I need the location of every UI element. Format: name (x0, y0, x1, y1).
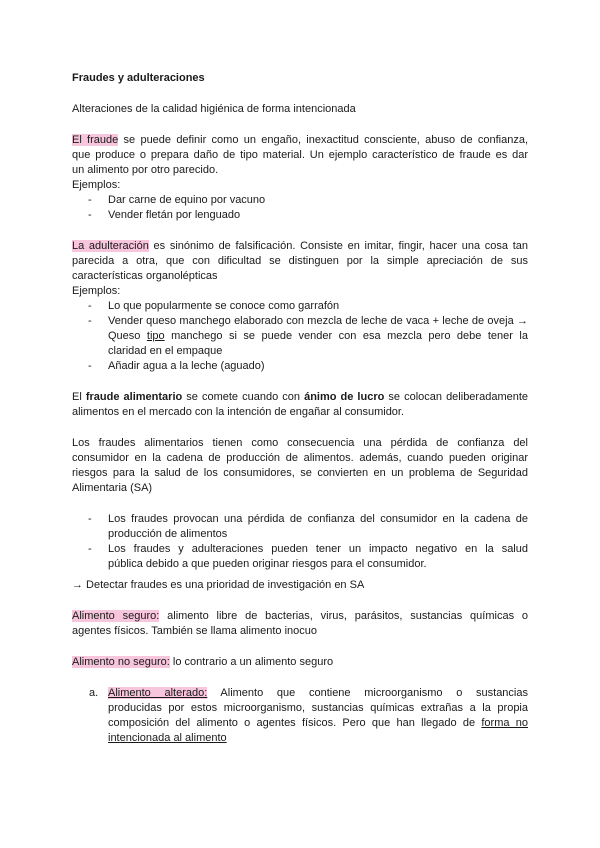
alterado-term: Alimento alterado: (108, 687, 208, 699)
adulteracion-examples-label: Ejemplos: (72, 285, 121, 297)
intencionada-underlined: intencionada al alimento (108, 732, 227, 744)
dash-marker: - (88, 360, 92, 372)
fraude-example-2: Vender fletán por lenguado (108, 209, 241, 221)
fraude-line-2: que produce o prepara daño de tipo material. Un ejemplo característico de fraude es dar (72, 149, 528, 161)
dash-marker: - (88, 300, 92, 312)
dash-marker: - (88, 315, 92, 327)
fraude-example-1: Dar carne de equino por vacuno (108, 194, 266, 206)
consecuencias-line-4: Alimentaria (SA) (72, 482, 153, 494)
doc-title: Fraudes y adulteraciones (72, 72, 205, 84)
bullet-2-line-1: Los fraudes y adulteraciones pueden tener un impacto negativo en la salud (108, 543, 528, 555)
detectar-line: → Detectar fraudes es una prioridad de investigación en SA (72, 579, 365, 591)
seguro-line-1: Alimento seguro: alimento libre de bacterias, virus, parásitos, sustancias químicas o (72, 610, 529, 622)
adulteracion-example-3: Añadir agua a la leche (aguado) (108, 360, 265, 372)
seguro-term: Alimento seguro: (72, 610, 160, 622)
bullet-1-line-2: producción de alimentos (108, 528, 228, 540)
dash-marker: - (88, 209, 92, 221)
adulteracion-example-2-line-3: claridad en el empaque (108, 345, 223, 357)
fraude-examples-label: Ejemplos: (72, 179, 121, 191)
no-seguro-term: Alimento no seguro: (72, 656, 170, 668)
bullet-2-line-2: pública debido a que pueden originar riesgos para el consumidor. (108, 558, 427, 570)
adulteracion-example-2-line-1: Vender queso manchego elaborado con mezcla de leche de vaca + leche de oveja → (108, 315, 528, 327)
consecuencias-line-1: Los fraudes alimentarios tienen como consecuencia una pérdida de confianza del (72, 437, 528, 449)
list-marker-a: a. (89, 687, 99, 699)
forma-no-underlined: forma no (481, 717, 528, 729)
alterado-line-4 (108, 731, 227, 746)
adulteracion-example-1: Lo que popularmente se conoce como garrafón (108, 300, 340, 312)
seguro-line-2: agentes físicos. También se llama alimento inocuo (72, 625, 317, 637)
consecuencias-line-2: consumidor en la cadena de producción de alimentos. además, cuando pueden originar (72, 452, 528, 464)
alterado-line-1: Alimento alterado: Alimento que contiene microorganismo o sustancias (108, 687, 528, 699)
animo-lucro-bold: ánimo de lucro (304, 391, 385, 403)
no-seguro-line: Alimento no seguro: lo contrario a un alimento seguro (72, 656, 334, 668)
fraude-line-3: un alimento por otro parecido. (72, 164, 219, 176)
alterado-line-3: composición del alimento o agentes físicos. Pero que han llegado de forma no (108, 717, 528, 729)
adulteracion-line-3: características organolépticas (72, 270, 218, 282)
bullet-1-line-1: Los fraudes provocan una pérdida de confianza del consumidor en la cadena de (108, 513, 528, 525)
fraude-term: El fraude (72, 134, 119, 146)
adulteracion-line-1: La adulteración es sinónimo de falsificación. Consiste en imitar, fingir, hacer una cosa tan (72, 240, 528, 252)
adulteracion-example-2-line-2: Queso tipo manchego si se puede vender con esa mezcla pero debe tener la (108, 330, 528, 342)
dash-marker: - (88, 543, 92, 555)
dash-marker: - (88, 513, 92, 525)
alterado-line-2: producidas por estos microorganismo, sustancias químicas extrañas a la propia (108, 702, 528, 714)
fraude-line-1: El fraude se puede definir como un engaño, inexactitud consciente, abuso de confianza, (72, 134, 529, 146)
tipo-underlined: tipo (146, 330, 165, 342)
consecuencias-line-3: riesgos para la salud de los consumidores, se convierten en un problema de Seguridad (72, 467, 528, 479)
alimentario-line-2: alimentos en el mercado con la intención de engañar al consumidor. (72, 406, 405, 418)
subtitle: Alteraciones de la calidad higiénica de forma intencionada (72, 103, 356, 115)
adulteracion-line-2: parecida a otra, que con dificultad se distinguen por la simple apreciación de sus (72, 255, 528, 267)
adulteracion-term: La adulteración (72, 240, 149, 252)
dash-marker: - (88, 194, 92, 206)
fraude-alimentario-bold: fraude alimentario (85, 391, 183, 403)
alimentario-line-1: El fraude alimentario se comete cuando con ánimo de lucro se colocan deliberadamente (72, 391, 529, 403)
